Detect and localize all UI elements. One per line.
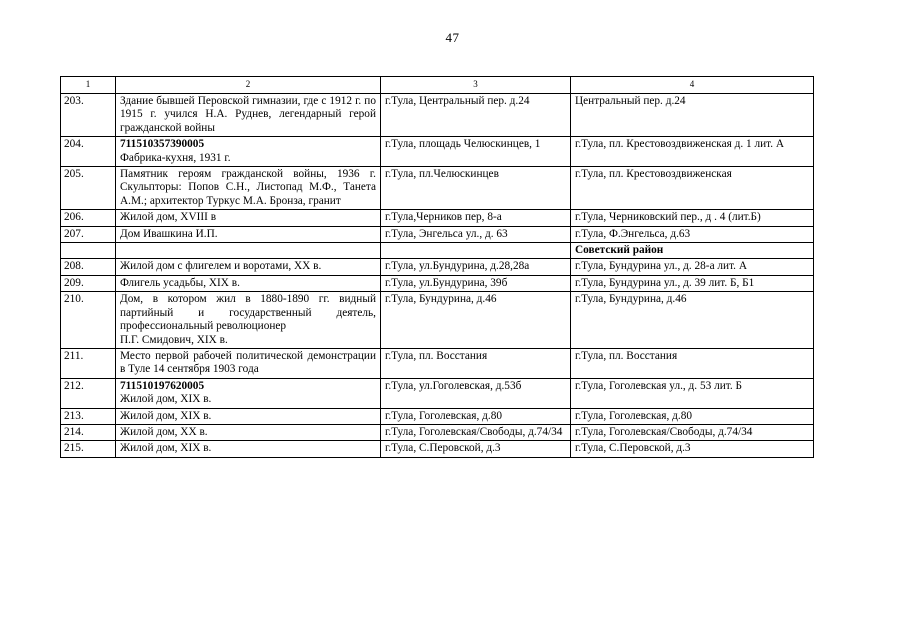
object-name-cell (116, 378, 381, 408)
address-cell: г.Тула, Гоголевская/Свободы, д.74/34 (381, 424, 571, 440)
address-cell: г.Тула, пл. Восстания (381, 348, 571, 378)
row-number: 211. (61, 348, 116, 378)
row-number: 207. (61, 226, 116, 242)
address-cell: г.Тула, ул.Бундурина, д.28,28а (381, 259, 571, 275)
table-row (61, 424, 814, 440)
empty-cell (381, 243, 571, 259)
column-header: 4 (571, 77, 814, 94)
object-name-cell (116, 210, 381, 226)
object-name: Фабрика-кухня, 1931 г. (120, 151, 231, 164)
object-name-cell (116, 94, 381, 137)
address-cell: г.Тула,Черников пер, 8-а (381, 210, 571, 226)
table-row (61, 94, 814, 137)
registry-code: 711510197620005 (120, 379, 205, 392)
row-number: 209. (61, 275, 116, 291)
current-address-cell: г.Тула, С.Перовской, д.3 (571, 441, 814, 457)
object-name-cell (116, 167, 381, 210)
table-row (61, 292, 814, 349)
current-address-cell: г.Тула, Бундурина ул., д. 28-а лит. А (571, 259, 814, 275)
empty-cell (61, 243, 116, 259)
row-number: 206. (61, 210, 116, 226)
row-number: 204. (61, 137, 116, 167)
row-number: 205. (61, 167, 116, 210)
table-row (61, 167, 814, 210)
object-name: Здание бывшей Перовской гимназии, где с 1912 г. по 1915 г. учился Н.А. Руднев, легендарный герой гражданской войны (120, 95, 376, 134)
address-cell: г.Тула, Центральный пер. д.24 (381, 94, 571, 137)
address-cell: г.Тула, Бундурина, д.46 (381, 292, 571, 349)
section-title: Советский район (571, 243, 814, 259)
address-cell: г.Тула, площадь Челюскинцев, 1 (381, 137, 571, 167)
current-address-cell: г.Тула, Бундурина ул., д. 39 лит. Б, Б1 (571, 275, 814, 291)
object-name-cell (116, 348, 381, 378)
registry-code: 711510357390005 (120, 138, 205, 151)
table-row (61, 210, 814, 226)
row-number: 212. (61, 378, 116, 408)
object-name: Дом Ивашкина И.П. (120, 227, 218, 240)
table-row (61, 226, 814, 242)
object-name-cell (116, 137, 381, 167)
row-number: 215. (61, 441, 116, 457)
row-number: 213. (61, 408, 116, 424)
column-number-row (61, 77, 814, 94)
table-row (61, 259, 814, 275)
object-name: Жилой дом, XIX в. (120, 442, 212, 455)
page-number: 47 (445, 30, 460, 45)
object-name: Место первой рабочей политической демонстрации в Туле 14 сентября 1903 года (120, 349, 376, 376)
current-address-cell: г.Тула, Гоголевская, д.80 (571, 408, 814, 424)
row-number: 214. (61, 424, 116, 440)
current-address-cell: г.Тула, Черниковский пер., д . 4 (лит.Б) (571, 210, 814, 226)
object-name: Жилой дом с флигелем и воротами, XX в. (120, 260, 322, 273)
current-address-cell: г.Тула, Ф.Энгельса, д.63 (571, 226, 814, 242)
table-body (61, 77, 814, 458)
address-cell: г.Тула, пл.Челюскинцев (381, 167, 571, 210)
object-name-cell (116, 292, 381, 349)
current-address-cell: г.Тула, Бундурина, д.46 (571, 292, 814, 349)
current-address-cell: г.Тула, пл. Восстания (571, 348, 814, 378)
current-address-cell: г.Тула, Гоголевская/Свободы, д.74/34 (571, 424, 814, 440)
address-cell: г.Тула, ул.Гоголевская, д.53б (381, 378, 571, 408)
object-name: П.Г. Смидович, XIX в. (120, 333, 228, 346)
empty-cell (116, 243, 381, 259)
current-address-cell: Центральный пер. д.24 (571, 94, 814, 137)
row-number: 208. (61, 259, 116, 275)
object-name-cell (116, 226, 381, 242)
current-address-cell: г.Тула, пл. Крестовоздвиженская (571, 167, 814, 210)
object-name-cell (116, 408, 381, 424)
address-cell: г.Тула, С.Перовской, д.3 (381, 441, 571, 457)
object-name: Памятник героям гражданской войны, 1936 г. Скульпторы: Попов С.Н., Листопад М.Ф., Танета А.М.; архитектор Туркус М.А. Бронза, гранит (120, 168, 376, 207)
object-name: Жилой дом, XIX в. (120, 393, 212, 406)
table-row (61, 348, 814, 378)
row-number: 203. (61, 94, 116, 137)
table-row (61, 378, 814, 408)
heritage-registry-table (60, 76, 814, 458)
object-name-cell (116, 275, 381, 291)
object-name: Жилой дом, XIX в. (120, 409, 212, 422)
table-row (61, 275, 814, 291)
address-cell: г.Тула, Энгельса ул., д. 63 (381, 226, 571, 242)
table-row (61, 137, 814, 167)
object-name-cell (116, 441, 381, 457)
row-number: 210. (61, 292, 116, 349)
current-address-cell: г.Тула, Гоголевская ул., д. 53 лит. Б (571, 378, 814, 408)
address-cell: г.Тула, Гоголевская, д.80 (381, 408, 571, 424)
object-name: Жилой дом, XVIII в (120, 211, 217, 224)
column-header: 1 (61, 77, 116, 94)
current-address-cell: г.Тула, пл. Крестовоздвиженская д. 1 лит. А (571, 137, 814, 167)
object-name-cell (116, 259, 381, 275)
column-header: 3 (381, 77, 571, 94)
column-header: 2 (116, 77, 381, 94)
object-name: Жилой дом, XX в. (120, 425, 208, 438)
object-name-cell (116, 424, 381, 440)
section-row (61, 243, 814, 259)
table-row (61, 408, 814, 424)
object-name: Дом, в котором жил в 1880-1890 гг. видный партийный и государственный деятель, профессиональный революционер (120, 293, 376, 333)
address-cell: г.Тула, ул.Бундурина, 39б (381, 275, 571, 291)
table-row (61, 441, 814, 457)
object-name: Флигель усадьбы, XIX в. (120, 276, 240, 289)
